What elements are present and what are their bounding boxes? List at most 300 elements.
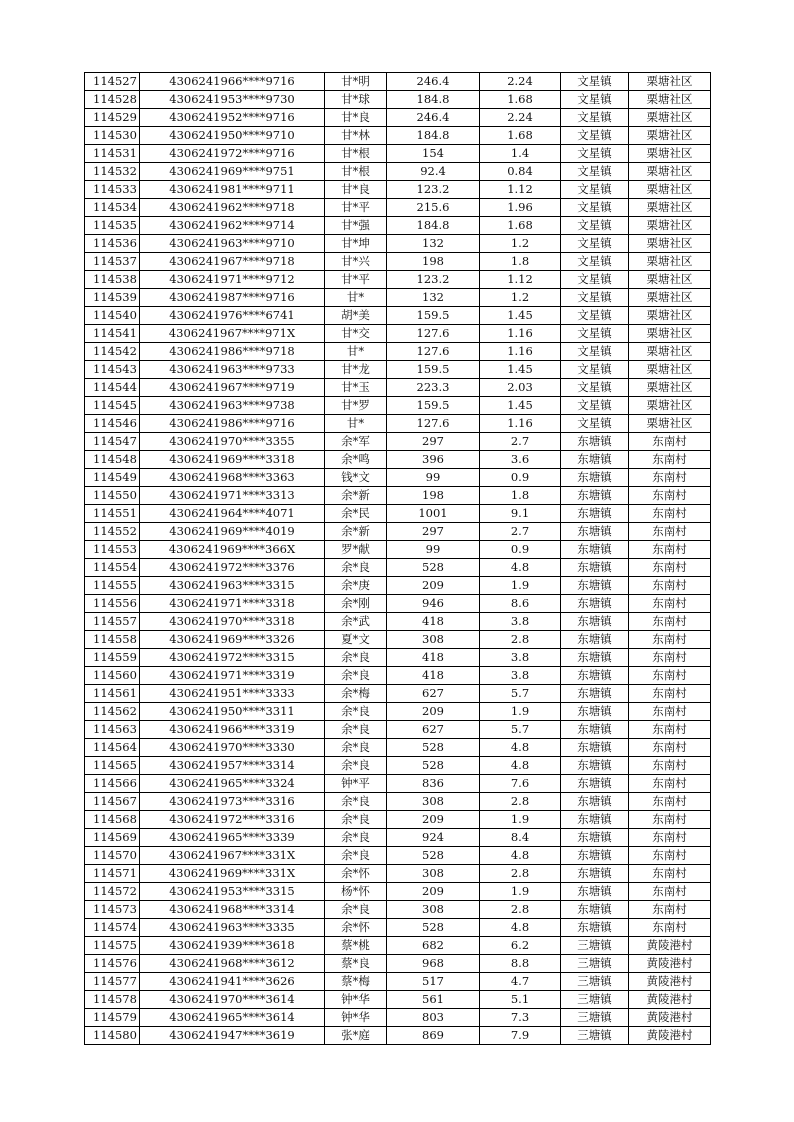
cell-town: 文星镇 bbox=[561, 271, 629, 289]
cell-village: 东南村 bbox=[629, 451, 711, 469]
cell-id-number: 4306241963****9738 bbox=[140, 397, 325, 415]
cell-amount: 968 bbox=[387, 955, 480, 973]
cell-village: 栗塘社区 bbox=[629, 127, 711, 145]
cell-town: 东塘镇 bbox=[561, 595, 629, 613]
cell-area: 4.8 bbox=[480, 739, 561, 757]
cell-serial: 114527 bbox=[85, 73, 140, 91]
cell-town: 东塘镇 bbox=[561, 523, 629, 541]
cell-serial: 114555 bbox=[85, 577, 140, 595]
cell-town: 文星镇 bbox=[561, 415, 629, 433]
cell-name: 甘*平 bbox=[325, 199, 387, 217]
cell-id-number: 4306241970****3355 bbox=[140, 433, 325, 451]
cell-amount: 297 bbox=[387, 433, 480, 451]
cell-serial: 114569 bbox=[85, 829, 140, 847]
cell-serial: 114562 bbox=[85, 703, 140, 721]
cell-amount: 308 bbox=[387, 901, 480, 919]
cell-id-number: 4306241969****3318 bbox=[140, 451, 325, 469]
cell-serial: 114570 bbox=[85, 847, 140, 865]
cell-serial: 114553 bbox=[85, 541, 140, 559]
cell-name: 夏*文 bbox=[325, 631, 387, 649]
cell-name: 余*新 bbox=[325, 523, 387, 541]
cell-serial: 114542 bbox=[85, 343, 140, 361]
cell-amount: 246.4 bbox=[387, 109, 480, 127]
cell-id-number: 4306241962****9714 bbox=[140, 217, 325, 235]
cell-name: 余*新 bbox=[325, 487, 387, 505]
cell-village: 东南村 bbox=[629, 631, 711, 649]
cell-village: 东南村 bbox=[629, 829, 711, 847]
cell-name: 余*良 bbox=[325, 703, 387, 721]
cell-name: 甘*龙 bbox=[325, 361, 387, 379]
cell-area: 1.4 bbox=[480, 145, 561, 163]
cell-name: 甘*平 bbox=[325, 271, 387, 289]
cell-amount: 92.4 bbox=[387, 163, 480, 181]
cell-amount: 561 bbox=[387, 991, 480, 1009]
cell-serial: 114531 bbox=[85, 145, 140, 163]
cell-area: 1.16 bbox=[480, 343, 561, 361]
cell-amount: 308 bbox=[387, 631, 480, 649]
cell-area: 1.8 bbox=[480, 253, 561, 271]
cell-town: 文星镇 bbox=[561, 127, 629, 145]
cell-name: 甘* bbox=[325, 289, 387, 307]
cell-amount: 396 bbox=[387, 451, 480, 469]
cell-id-number: 4306241986****9718 bbox=[140, 343, 325, 361]
cell-serial: 114576 bbox=[85, 955, 140, 973]
cell-village: 栗塘社区 bbox=[629, 271, 711, 289]
cell-town: 东塘镇 bbox=[561, 721, 629, 739]
cell-town: 东塘镇 bbox=[561, 505, 629, 523]
cell-area: 5.7 bbox=[480, 685, 561, 703]
cell-area: 2.8 bbox=[480, 793, 561, 811]
cell-serial: 114554 bbox=[85, 559, 140, 577]
cell-serial: 114557 bbox=[85, 613, 140, 631]
data-table bbox=[84, 72, 711, 1045]
cell-name: 甘*球 bbox=[325, 91, 387, 109]
table-row bbox=[85, 73, 711, 91]
cell-area: 1.12 bbox=[480, 271, 561, 289]
cell-name: 甘*明 bbox=[325, 73, 387, 91]
cell-id-number: 4306241952****9716 bbox=[140, 109, 325, 127]
cell-town: 东塘镇 bbox=[561, 775, 629, 793]
cell-amount: 297 bbox=[387, 523, 480, 541]
cell-village: 东南村 bbox=[629, 811, 711, 829]
cell-name: 余*怀 bbox=[325, 919, 387, 937]
table-row bbox=[85, 433, 711, 451]
cell-name: 余*良 bbox=[325, 793, 387, 811]
cell-id-number: 4306241967****971X bbox=[140, 325, 325, 343]
cell-area: 1.68 bbox=[480, 91, 561, 109]
cell-amount: 528 bbox=[387, 739, 480, 757]
cell-name: 余*良 bbox=[325, 829, 387, 847]
cell-area: 3.8 bbox=[480, 613, 561, 631]
cell-village: 东南村 bbox=[629, 469, 711, 487]
cell-name: 罗*献 bbox=[325, 541, 387, 559]
cell-amount: 223.3 bbox=[387, 379, 480, 397]
cell-town: 文星镇 bbox=[561, 397, 629, 415]
cell-village: 栗塘社区 bbox=[629, 91, 711, 109]
cell-id-number: 4306241950****3311 bbox=[140, 703, 325, 721]
cell-name: 甘*根 bbox=[325, 163, 387, 181]
table-row bbox=[85, 541, 711, 559]
cell-village: 栗塘社区 bbox=[629, 145, 711, 163]
table-row bbox=[85, 523, 711, 541]
cell-name: 余*刚 bbox=[325, 595, 387, 613]
cell-serial: 114563 bbox=[85, 721, 140, 739]
table-row bbox=[85, 739, 711, 757]
cell-village: 栗塘社区 bbox=[629, 235, 711, 253]
cell-area: 3.6 bbox=[480, 451, 561, 469]
table-row bbox=[85, 703, 711, 721]
table-row bbox=[85, 811, 711, 829]
table-row bbox=[85, 883, 711, 901]
cell-name: 余*梅 bbox=[325, 685, 387, 703]
cell-village: 东南村 bbox=[629, 559, 711, 577]
cell-amount: 159.5 bbox=[387, 397, 480, 415]
cell-serial: 114544 bbox=[85, 379, 140, 397]
cell-village: 东南村 bbox=[629, 595, 711, 613]
cell-town: 文星镇 bbox=[561, 235, 629, 253]
cell-serial: 114539 bbox=[85, 289, 140, 307]
cell-name: 余*良 bbox=[325, 757, 387, 775]
cell-id-number: 4306241953****3315 bbox=[140, 883, 325, 901]
cell-id-number: 4306241967****9718 bbox=[140, 253, 325, 271]
cell-serial: 114549 bbox=[85, 469, 140, 487]
cell-id-number: 4306241970****3330 bbox=[140, 739, 325, 757]
cell-town: 三塘镇 bbox=[561, 955, 629, 973]
cell-area: 2.8 bbox=[480, 631, 561, 649]
cell-area: 2.7 bbox=[480, 523, 561, 541]
cell-village: 东南村 bbox=[629, 685, 711, 703]
table-row bbox=[85, 793, 711, 811]
cell-town: 文星镇 bbox=[561, 73, 629, 91]
table-row bbox=[85, 289, 711, 307]
cell-village: 东南村 bbox=[629, 775, 711, 793]
cell-serial: 114564 bbox=[85, 739, 140, 757]
cell-town: 文星镇 bbox=[561, 199, 629, 217]
cell-village: 东南村 bbox=[629, 505, 711, 523]
cell-name: 胡*美 bbox=[325, 307, 387, 325]
cell-village: 东南村 bbox=[629, 667, 711, 685]
cell-town: 东塘镇 bbox=[561, 433, 629, 451]
table-row bbox=[85, 181, 711, 199]
cell-amount: 418 bbox=[387, 613, 480, 631]
cell-area: 0.9 bbox=[480, 541, 561, 559]
cell-amount: 209 bbox=[387, 577, 480, 595]
cell-serial: 114547 bbox=[85, 433, 140, 451]
table-row bbox=[85, 451, 711, 469]
cell-area: 1.9 bbox=[480, 577, 561, 595]
cell-serial: 114558 bbox=[85, 631, 140, 649]
cell-name: 甘*交 bbox=[325, 325, 387, 343]
cell-id-number: 4306241962****9718 bbox=[140, 199, 325, 217]
cell-name: 余*庚 bbox=[325, 577, 387, 595]
table-row bbox=[85, 127, 711, 145]
cell-serial: 114572 bbox=[85, 883, 140, 901]
cell-amount: 946 bbox=[387, 595, 480, 613]
cell-serial: 114543 bbox=[85, 361, 140, 379]
cell-town: 东塘镇 bbox=[561, 577, 629, 595]
cell-serial: 114530 bbox=[85, 127, 140, 145]
cell-village: 东南村 bbox=[629, 793, 711, 811]
cell-id-number: 4306241939****3618 bbox=[140, 937, 325, 955]
cell-amount: 198 bbox=[387, 253, 480, 271]
cell-area: 7.9 bbox=[480, 1027, 561, 1045]
cell-area: 7.6 bbox=[480, 775, 561, 793]
table-row bbox=[85, 991, 711, 1009]
cell-town: 东塘镇 bbox=[561, 739, 629, 757]
cell-town: 东塘镇 bbox=[561, 901, 629, 919]
cell-amount: 127.6 bbox=[387, 343, 480, 361]
cell-amount: 159.5 bbox=[387, 361, 480, 379]
cell-village: 栗塘社区 bbox=[629, 199, 711, 217]
cell-area: 1.12 bbox=[480, 181, 561, 199]
cell-town: 东塘镇 bbox=[561, 649, 629, 667]
cell-village: 栗塘社区 bbox=[629, 109, 711, 127]
cell-amount: 246.4 bbox=[387, 73, 480, 91]
table-row bbox=[85, 847, 711, 865]
cell-area: 8.8 bbox=[480, 955, 561, 973]
cell-town: 文星镇 bbox=[561, 109, 629, 127]
cell-amount: 627 bbox=[387, 721, 480, 739]
cell-serial: 114566 bbox=[85, 775, 140, 793]
cell-id-number: 4306241965****3614 bbox=[140, 1009, 325, 1027]
cell-town: 文星镇 bbox=[561, 217, 629, 235]
cell-id-number: 4306241986****9716 bbox=[140, 415, 325, 433]
cell-town: 三塘镇 bbox=[561, 991, 629, 1009]
cell-area: 4.8 bbox=[480, 919, 561, 937]
cell-id-number: 4306241967****331X bbox=[140, 847, 325, 865]
table-row bbox=[85, 937, 711, 955]
cell-village: 黄陵港村 bbox=[629, 955, 711, 973]
cell-serial: 114546 bbox=[85, 415, 140, 433]
cell-town: 东塘镇 bbox=[561, 847, 629, 865]
cell-serial: 114540 bbox=[85, 307, 140, 325]
cell-amount: 123.2 bbox=[387, 271, 480, 289]
table-row bbox=[85, 919, 711, 937]
cell-name: 甘*坤 bbox=[325, 235, 387, 253]
cell-amount: 836 bbox=[387, 775, 480, 793]
cell-id-number: 4306241971****3313 bbox=[140, 487, 325, 505]
cell-amount: 127.6 bbox=[387, 325, 480, 343]
cell-town: 文星镇 bbox=[561, 163, 629, 181]
cell-id-number: 4306241968****3314 bbox=[140, 901, 325, 919]
cell-village: 黄陵港村 bbox=[629, 991, 711, 1009]
cell-amount: 308 bbox=[387, 865, 480, 883]
cell-serial: 114561 bbox=[85, 685, 140, 703]
cell-id-number: 4306241941****3626 bbox=[140, 973, 325, 991]
cell-name: 杨*怀 bbox=[325, 883, 387, 901]
cell-serial: 114559 bbox=[85, 649, 140, 667]
cell-amount: 803 bbox=[387, 1009, 480, 1027]
cell-area: 4.7 bbox=[480, 973, 561, 991]
cell-name: 余*良 bbox=[325, 847, 387, 865]
cell-area: 2.24 bbox=[480, 109, 561, 127]
cell-serial: 114533 bbox=[85, 181, 140, 199]
cell-village: 东南村 bbox=[629, 847, 711, 865]
cell-area: 1.16 bbox=[480, 415, 561, 433]
table-body bbox=[85, 73, 711, 1045]
cell-amount: 627 bbox=[387, 685, 480, 703]
cell-area: 5.7 bbox=[480, 721, 561, 739]
table-row bbox=[85, 631, 711, 649]
cell-town: 东塘镇 bbox=[561, 703, 629, 721]
cell-town: 东塘镇 bbox=[561, 793, 629, 811]
cell-amount: 184.8 bbox=[387, 91, 480, 109]
cell-amount: 308 bbox=[387, 793, 480, 811]
cell-serial: 114529 bbox=[85, 109, 140, 127]
cell-serial: 114579 bbox=[85, 1009, 140, 1027]
cell-village: 东南村 bbox=[629, 883, 711, 901]
table-row bbox=[85, 397, 711, 415]
cell-serial: 114536 bbox=[85, 235, 140, 253]
table-row bbox=[85, 325, 711, 343]
table-row bbox=[85, 307, 711, 325]
table-row bbox=[85, 595, 711, 613]
cell-area: 4.8 bbox=[480, 847, 561, 865]
cell-id-number: 4306241963****9733 bbox=[140, 361, 325, 379]
cell-id-number: 4306241969****3326 bbox=[140, 631, 325, 649]
cell-serial: 114552 bbox=[85, 523, 140, 541]
cell-serial: 114574 bbox=[85, 919, 140, 937]
cell-area: 1.16 bbox=[480, 325, 561, 343]
cell-id-number: 4306241972****3315 bbox=[140, 649, 325, 667]
cell-amount: 154 bbox=[387, 145, 480, 163]
cell-name: 余*良 bbox=[325, 739, 387, 757]
cell-area: 6.2 bbox=[480, 937, 561, 955]
table-row bbox=[85, 955, 711, 973]
table-row bbox=[85, 109, 711, 127]
cell-amount: 869 bbox=[387, 1027, 480, 1045]
table-row bbox=[85, 469, 711, 487]
cell-village: 栗塘社区 bbox=[629, 73, 711, 91]
cell-amount: 184.8 bbox=[387, 127, 480, 145]
cell-serial: 114532 bbox=[85, 163, 140, 181]
cell-amount: 418 bbox=[387, 649, 480, 667]
cell-village: 黄陵港村 bbox=[629, 973, 711, 991]
cell-village: 东南村 bbox=[629, 901, 711, 919]
cell-name: 钟*华 bbox=[325, 991, 387, 1009]
table-row bbox=[85, 649, 711, 667]
cell-id-number: 4306241969****366X bbox=[140, 541, 325, 559]
cell-name: 钱*文 bbox=[325, 469, 387, 487]
cell-area: 2.24 bbox=[480, 73, 561, 91]
cell-town: 东塘镇 bbox=[561, 883, 629, 901]
cell-name: 钟*华 bbox=[325, 1009, 387, 1027]
cell-town: 东塘镇 bbox=[561, 865, 629, 883]
cell-town: 东塘镇 bbox=[561, 541, 629, 559]
cell-area: 1.45 bbox=[480, 397, 561, 415]
cell-village: 栗塘社区 bbox=[629, 343, 711, 361]
cell-amount: 215.6 bbox=[387, 199, 480, 217]
cell-amount: 517 bbox=[387, 973, 480, 991]
cell-village: 黄陵港村 bbox=[629, 1027, 711, 1045]
cell-area: 2.03 bbox=[480, 379, 561, 397]
cell-area: 1.2 bbox=[480, 289, 561, 307]
cell-town: 文星镇 bbox=[561, 289, 629, 307]
cell-amount: 528 bbox=[387, 757, 480, 775]
cell-area: 9.1 bbox=[480, 505, 561, 523]
table-row bbox=[85, 775, 711, 793]
cell-id-number: 4306241987****9716 bbox=[140, 289, 325, 307]
cell-name: 甘*良 bbox=[325, 109, 387, 127]
cell-area: 8.4 bbox=[480, 829, 561, 847]
table-row bbox=[85, 865, 711, 883]
cell-area: 1.8 bbox=[480, 487, 561, 505]
cell-town: 文星镇 bbox=[561, 145, 629, 163]
cell-town: 文星镇 bbox=[561, 361, 629, 379]
cell-id-number: 4306241963****9710 bbox=[140, 235, 325, 253]
table-row bbox=[85, 343, 711, 361]
cell-town: 三塘镇 bbox=[561, 1009, 629, 1027]
cell-name: 余*怀 bbox=[325, 865, 387, 883]
cell-id-number: 4306241965****3339 bbox=[140, 829, 325, 847]
cell-area: 7.3 bbox=[480, 1009, 561, 1027]
cell-village: 东南村 bbox=[629, 757, 711, 775]
cell-town: 文星镇 bbox=[561, 343, 629, 361]
cell-town: 东塘镇 bbox=[561, 469, 629, 487]
cell-id-number: 4306241963****3315 bbox=[140, 577, 325, 595]
cell-serial: 114535 bbox=[85, 217, 140, 235]
cell-area: 1.68 bbox=[480, 217, 561, 235]
cell-village: 栗塘社区 bbox=[629, 415, 711, 433]
cell-town: 东塘镇 bbox=[561, 757, 629, 775]
cell-village: 黄陵港村 bbox=[629, 937, 711, 955]
table-row bbox=[85, 487, 711, 505]
cell-serial: 114580 bbox=[85, 1027, 140, 1045]
cell-amount: 528 bbox=[387, 559, 480, 577]
cell-id-number: 4306241953****9730 bbox=[140, 91, 325, 109]
cell-village: 栗塘社区 bbox=[629, 325, 711, 343]
cell-name: 甘*根 bbox=[325, 145, 387, 163]
cell-town: 文星镇 bbox=[561, 325, 629, 343]
table-row bbox=[85, 415, 711, 433]
cell-name: 余*良 bbox=[325, 811, 387, 829]
cell-id-number: 4306241950****9710 bbox=[140, 127, 325, 145]
cell-id-number: 4306241966****3319 bbox=[140, 721, 325, 739]
cell-town: 三塘镇 bbox=[561, 973, 629, 991]
cell-name: 甘*玉 bbox=[325, 379, 387, 397]
table-row bbox=[85, 145, 711, 163]
cell-id-number: 4306241951****3333 bbox=[140, 685, 325, 703]
cell-id-number: 4306241971****3318 bbox=[140, 595, 325, 613]
cell-amount: 184.8 bbox=[387, 217, 480, 235]
cell-village: 东南村 bbox=[629, 865, 711, 883]
cell-id-number: 4306241970****3614 bbox=[140, 991, 325, 1009]
table-row bbox=[85, 829, 711, 847]
cell-amount: 123.2 bbox=[387, 181, 480, 199]
cell-serial: 114578 bbox=[85, 991, 140, 1009]
cell-id-number: 4306241965****3324 bbox=[140, 775, 325, 793]
table-row bbox=[85, 91, 711, 109]
cell-name: 余*良 bbox=[325, 901, 387, 919]
cell-village: 东南村 bbox=[629, 487, 711, 505]
cell-area: 4.8 bbox=[480, 757, 561, 775]
cell-serial: 114538 bbox=[85, 271, 140, 289]
cell-serial: 114537 bbox=[85, 253, 140, 271]
cell-area: 1.2 bbox=[480, 235, 561, 253]
cell-area: 2.8 bbox=[480, 901, 561, 919]
cell-id-number: 4306241964****4071 bbox=[140, 505, 325, 523]
cell-amount: 528 bbox=[387, 847, 480, 865]
cell-town: 文星镇 bbox=[561, 379, 629, 397]
table-row bbox=[85, 235, 711, 253]
cell-id-number: 4306241968****3363 bbox=[140, 469, 325, 487]
cell-town: 三塘镇 bbox=[561, 937, 629, 955]
cell-name: 余*良 bbox=[325, 667, 387, 685]
table-row bbox=[85, 271, 711, 289]
cell-area: 2.8 bbox=[480, 865, 561, 883]
cell-town: 三塘镇 bbox=[561, 1027, 629, 1045]
cell-serial: 114550 bbox=[85, 487, 140, 505]
